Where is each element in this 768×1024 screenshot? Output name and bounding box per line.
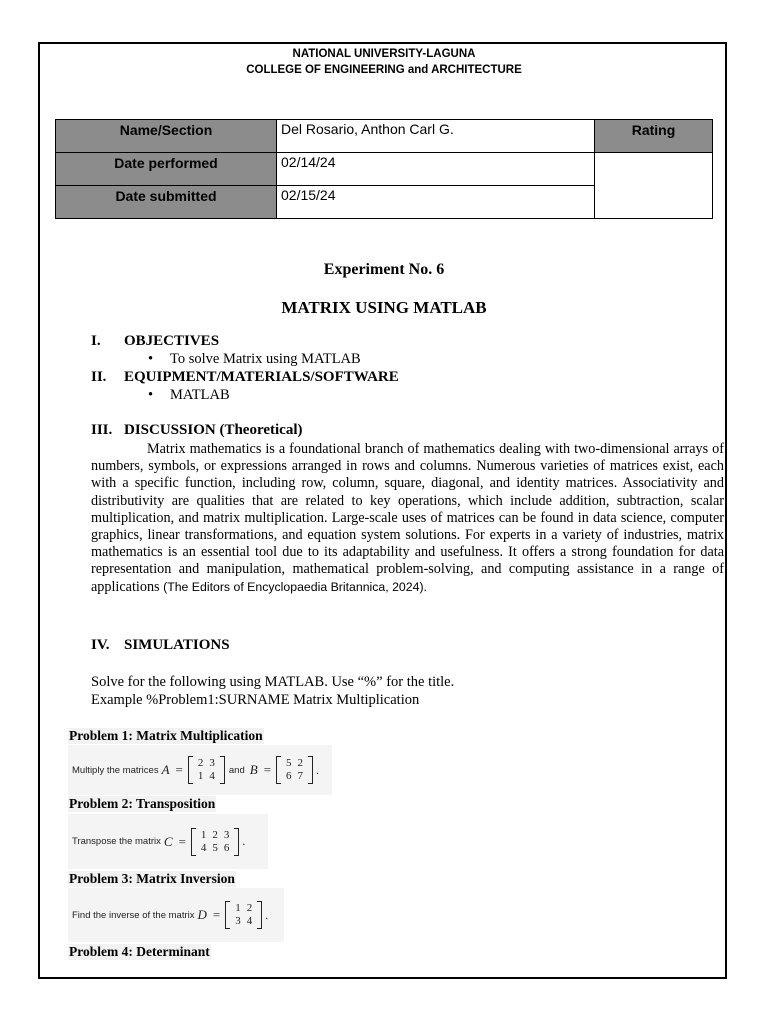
date-submitted-label: Date submitted — [56, 186, 277, 219]
name-label: Name/Section — [56, 120, 277, 153]
problem-2-heading: Problem 2: Transposition — [69, 796, 216, 811]
bullet-icon: • — [148, 387, 154, 403]
section-title: DISCUSSION (Theoretical) — [124, 422, 303, 438]
section-number: III. — [91, 422, 113, 438]
matrix-a: 2 3 1 4 — [188, 756, 225, 784]
equipment-text: MATLAB — [170, 387, 230, 403]
equals-sign: = — [178, 833, 186, 849]
problem-3-text: Find the inverse of the matrix — [72, 909, 195, 921]
info-table — [55, 119, 713, 219]
problem-2-text: Transpose the matrix — [72, 836, 161, 847]
problem-1-text: Multiply the matrices — [72, 764, 159, 776]
section-simulations — [91, 637, 230, 654]
period: . — [242, 834, 246, 848]
simulation-instruction: Solve for the following using MATLAB. Use “%” for the title. — [91, 674, 455, 690]
problem-1-statement — [68, 745, 332, 795]
experiment-number: Experiment No. 6 — [323, 261, 445, 278]
date-performed-value: 02/14/24 — [277, 153, 595, 186]
matrix-b-symbol: B — [249, 762, 258, 777]
matrix-b: 5 2 6 7 — [276, 756, 313, 784]
objective-text: To solve Matrix using MATLAB — [170, 351, 361, 367]
problem-3-heading: Problem 3: Matrix Inversion — [69, 871, 235, 886]
date-submitted-value: 02/15/24 — [277, 186, 595, 219]
equals-sign: = — [212, 907, 221, 922]
discussion-text: Matrix mathematics is a foundational branch of mathematics dealing with two-dimensional arrays of numbers, symbols, or expressions arranged in rows and columns. Numerous varieties of matrices exist, each with a specific function, including row, column, square, diagonal, and identity matrices. Associativity and distributivity are qualities that are related to key operations, which include addition, subtraction, scalar multiplication, and matrix multiplication. Large-scale uses of matrices can be found in data science, computer graphics, linear transformations, and equation system solutions. For experts in a variety of industries, matrix mathematics is an essential tool due to its adaptability and usefulness. It offers a strong foundation for data representation and manipulation, mathematical problem-solving, and computing assistance in a range of applications — [91, 441, 724, 595]
experiment-title: MATRIX USING MATLAB — [281, 298, 487, 317]
matrix-c: 1 2 3 4 5 6 — [191, 828, 240, 856]
discussion-citation: (The Editors of Encyclopaedia Britannica, 2024). — [163, 579, 427, 594]
section-title: OBJECTIVES — [124, 333, 220, 349]
rating-value — [595, 153, 713, 219]
problem-3-statement — [68, 888, 284, 942]
matrix-c-symbol: C — [163, 833, 173, 849]
and-word: and — [228, 764, 245, 776]
problem-1-heading: Problem 1: Matrix Multiplication — [69, 728, 263, 743]
problem-2-statement — [68, 814, 268, 869]
period: . — [265, 907, 269, 922]
section-discussion — [91, 422, 302, 439]
equals-sign: = — [175, 762, 183, 777]
section-number: I. — [91, 333, 101, 349]
bullet-icon: • — [148, 351, 154, 367]
objective-item — [148, 351, 361, 368]
section-equipment — [91, 369, 399, 386]
college-name: COLLEGE OF ENGINEERING and ARCHITECTURE — [246, 64, 522, 76]
section-title: SIMULATIONS — [124, 637, 230, 653]
matrix-d-symbol: D — [197, 907, 207, 922]
equipment-item — [148, 387, 230, 404]
matrix-d: 1 2 3 4 — [225, 901, 262, 929]
name-value: Del Rosario, Anthon Carl G. — [277, 120, 595, 153]
section-number: II. — [91, 369, 107, 385]
matrix-a-symbol: A — [161, 762, 170, 777]
period: . — [316, 762, 320, 777]
rating-label: Rating — [595, 120, 713, 153]
section-title: EQUIPMENT/MATERIALS/SOFTWARE — [124, 369, 399, 385]
problem-4-heading: Problem 4: Determinant — [69, 944, 210, 959]
section-objectives — [91, 333, 219, 350]
simulation-example: Example %Problem1:SURNAME Matrix Multiplication — [91, 692, 420, 708]
university-name: NATIONAL UNIVERSITY-LAGUNA — [292, 48, 476, 60]
date-performed-label: Date performed — [56, 153, 277, 186]
discussion-body — [91, 441, 724, 596]
equals-sign: = — [263, 762, 272, 777]
section-number: IV. — [91, 637, 110, 653]
